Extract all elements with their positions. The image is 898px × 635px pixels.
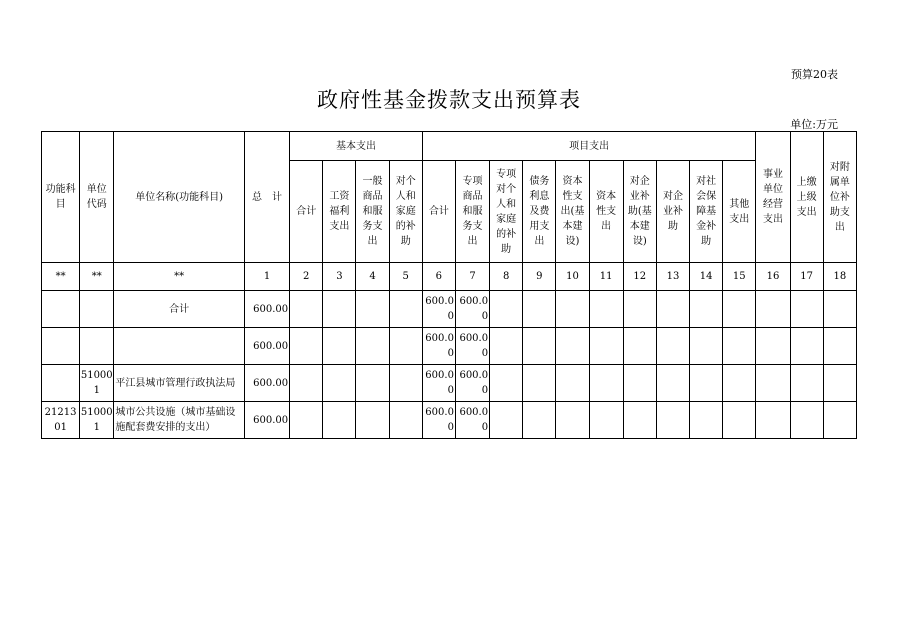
proj-goods-cell: 600.00	[455, 328, 489, 365]
page-title: 政府性基金拨款支出预算表	[317, 88, 581, 112]
table-row	[42, 328, 857, 365]
index-cell: 9	[523, 263, 556, 291]
unit-label: 单位:万元	[790, 118, 838, 131]
index-cell: 8	[490, 263, 523, 291]
index-cell: 18	[823, 263, 856, 291]
proj-goods-cell: 600.00	[455, 291, 489, 328]
table-row	[42, 365, 857, 402]
header-basic-subtotal: 合计	[290, 161, 323, 263]
func-code-cell	[42, 328, 80, 365]
header-unit-name: 单位名称(功能科目)	[114, 132, 245, 263]
index-row	[42, 263, 857, 291]
proj-subtotal-cell: 600.00	[422, 328, 455, 365]
index-cell: 1	[244, 263, 289, 291]
proj-goods-cell: 600.00	[455, 402, 489, 439]
unit-code-cell	[80, 328, 114, 365]
func-code-cell	[42, 365, 80, 402]
unit-name-cell	[114, 328, 245, 365]
header-unit-code: 单位代码	[80, 132, 114, 263]
budget-table	[41, 131, 857, 439]
proj-goods-cell: 600.00	[455, 365, 489, 402]
proj-subtotal-cell: 600.00	[422, 402, 455, 439]
unit-name-cell: 合计	[114, 291, 245, 328]
header-project-group: 项目支出	[422, 132, 756, 161]
index-cell: **	[80, 263, 114, 291]
header-total: 总 计	[244, 132, 289, 263]
header-basic-wages: 工资福利支出	[323, 161, 356, 263]
index-cell: **	[114, 263, 245, 291]
unit-code-cell: 510001	[80, 402, 114, 439]
unit-name-cell: 平江县城市管理行政执法局	[114, 365, 245, 402]
header-proj-debt: 债务利息及费用支出	[523, 161, 556, 263]
header-proj-other: 其他支出	[723, 161, 756, 263]
index-cell: 11	[589, 263, 623, 291]
func-code-cell: 2121301	[42, 402, 80, 439]
header-proj-enterprise: 对企业补助	[656, 161, 689, 263]
index-cell: 10	[556, 263, 589, 291]
header-proj-capital-build: 资本性支出(基本建设)	[556, 161, 589, 263]
header-biz-unit: 事业单位经营支出	[756, 132, 790, 263]
header-proj-household: 专项对个人和家庭的补助	[490, 161, 523, 263]
index-cell: 13	[656, 263, 689, 291]
func-code-cell	[42, 291, 80, 328]
form-number: 预算20表	[791, 68, 838, 81]
header-basic-group: 基本支出	[290, 132, 423, 161]
index-cell: 14	[690, 263, 723, 291]
header-proj-goods: 专项商品和服务支出	[455, 161, 489, 263]
unit-code-cell: 510001	[80, 365, 114, 402]
index-cell: 12	[623, 263, 656, 291]
proj-subtotal-cell: 600.00	[422, 291, 455, 328]
header-proj-subtotal: 合计	[422, 161, 455, 263]
header-proj-social: 对社会保障基金补助	[690, 161, 723, 263]
index-cell: 17	[790, 263, 823, 291]
header-sub-unit: 对附属单位补助支出	[823, 132, 856, 263]
index-cell: 3	[323, 263, 356, 291]
header-func-code: 功能科目	[42, 132, 80, 263]
index-cell: 5	[389, 263, 422, 291]
header-basic-household: 对个人和家庭的补助	[389, 161, 422, 263]
index-cell: 2	[290, 263, 323, 291]
total-cell: 600.00	[244, 365, 289, 402]
unit-name-cell: 城市公共设施（城市基础设施配套费安排的支出）	[114, 402, 245, 439]
total-cell: 600.00	[244, 328, 289, 365]
total-cell: 600.00	[244, 291, 289, 328]
total-cell: 600.00	[244, 402, 289, 439]
header-upper-pay: 上缴上级支出	[790, 132, 823, 263]
index-cell: **	[42, 263, 80, 291]
header-proj-enterprise-build: 对企业补助(基本建设)	[623, 161, 656, 263]
index-cell: 6	[422, 263, 455, 291]
index-cell: 16	[756, 263, 790, 291]
index-cell: 15	[723, 263, 756, 291]
table-row	[42, 291, 857, 328]
header-proj-capital: 资本性支出	[589, 161, 623, 263]
proj-subtotal-cell: 600.00	[422, 365, 455, 402]
index-cell: 7	[455, 263, 489, 291]
header-basic-goods: 一般商品和服务支出	[356, 161, 389, 263]
header-row-1	[42, 132, 857, 161]
table-row	[42, 402, 857, 439]
unit-code-cell	[80, 291, 114, 328]
index-cell: 4	[356, 263, 389, 291]
